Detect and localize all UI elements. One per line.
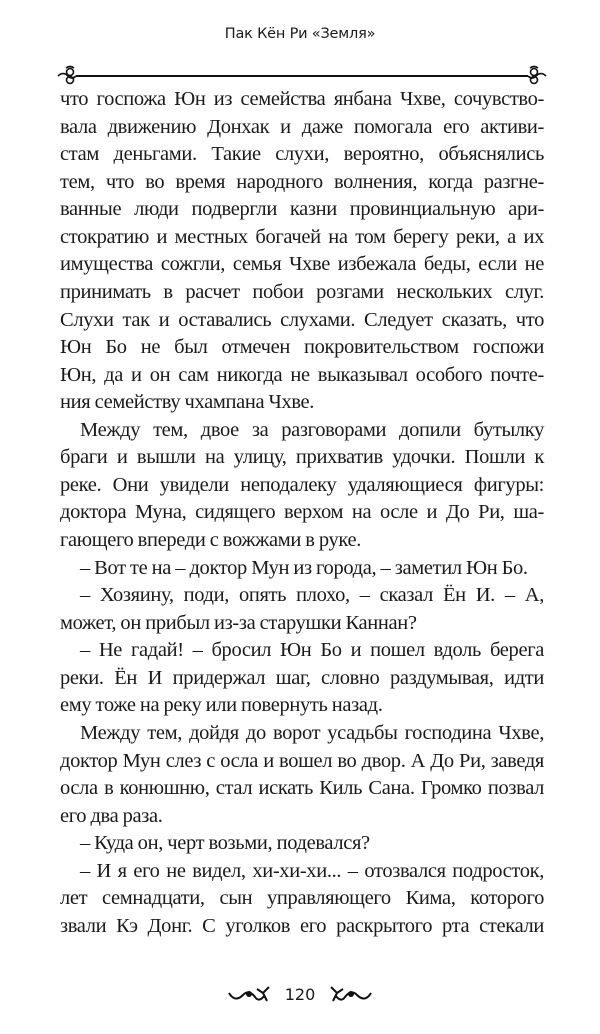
flourish-left-icon: [58, 67, 76, 84]
text-line: принимать в расчет побои розгами нескольких слуг.: [60, 280, 544, 303]
text-line: Юн Бо не был отмечен покровительством госпожи: [60, 336, 544, 359]
text-line: вала движению Донхак и даже помогала его активи-: [60, 115, 544, 138]
text-line: Слухи так и оставались слухами. Следует сказать, что: [60, 308, 544, 331]
text-line: ванные люди подвергли казни провинциальную ари-: [60, 198, 544, 221]
text-line: реки. Ён И придержал шаг, словно раздумывая, идти: [60, 666, 544, 689]
text-line: стократию и местных богачей на том берегу реки, а их: [60, 225, 544, 248]
flourish-right-icon: [528, 67, 546, 84]
body-text: [60, 86, 544, 940]
text-line: тем, что во время народного волнения, когда разгне-: [60, 170, 544, 193]
text-line: – Вот те на – доктор Мун из города, – заметил Юн Бо.: [80, 556, 528, 579]
text-line: его два раза.: [60, 804, 163, 827]
flourish-right-icon: [325, 985, 373, 1003]
ornamental-rule: [56, 64, 548, 88]
text-line: реке. Они увидели неподалеку удаляющиеся фигуры:: [60, 473, 544, 496]
text-line: стам деньгами. Такие слухи, вероятно, объяснялись: [60, 143, 544, 166]
text-line: ния семейству чхампана Чхве.: [60, 391, 315, 414]
text-line: имущества сожгли, семья Чхве избежала беды, если не: [60, 253, 544, 276]
text-line: – Хозяину, поди, опять плохо, – сказал Ён И. – А,: [80, 584, 544, 607]
page-footer: [0, 980, 600, 1008]
text-line: доктора Муна, сидящего верхом на осле и До Ри, ша-: [60, 501, 544, 524]
text-line: лет семнадцати, сын управляющего Кима, которого: [60, 887, 544, 910]
text-line: ему тоже на реку или повернуть назад.: [60, 694, 383, 717]
text-line: может, он прибыл из-за старушки Каннан?: [60, 611, 417, 634]
page-number: 120: [284, 984, 316, 1004]
text-line: браги и вышли на улицу, прихватив удочки. Пошли к: [60, 446, 544, 469]
text-line: звали Кэ Донг. С уголков его раскрытого рта стекали: [60, 914, 544, 937]
text-line: – Куда он, черт возьми, подевался?: [80, 832, 370, 855]
text-line: что госпожа Юн из семейства янбана Чхве, сочувство-: [60, 88, 544, 110]
text-line: осла в конюшню, стал искать Киль Сана. Громко позвал: [60, 777, 544, 800]
text-line: – И я его не видел, хи-хи-хи... – отозвался подросток,: [80, 859, 544, 882]
text-line: Между тем, двое за разговорами допили бутылку: [80, 418, 544, 441]
text-line: – Не гадай! – бросил Юн Бо и пошел вдоль берега: [80, 639, 544, 662]
text-line: гающего впереди с вожжами в руке.: [60, 529, 361, 551]
flourish-left-icon: [227, 985, 275, 1003]
text-line: Юн, да и он сам никогда не выказывал особого почте-: [60, 363, 544, 386]
running-head-title: Пак Кён Ри «Земля»: [224, 26, 376, 42]
text-line: доктор Мун слез с осла и вошел во двор. А До Ри, заведя: [60, 749, 544, 772]
text-line: Между тем, дойдя до ворот усадьбы господина Чхве,: [80, 721, 544, 744]
